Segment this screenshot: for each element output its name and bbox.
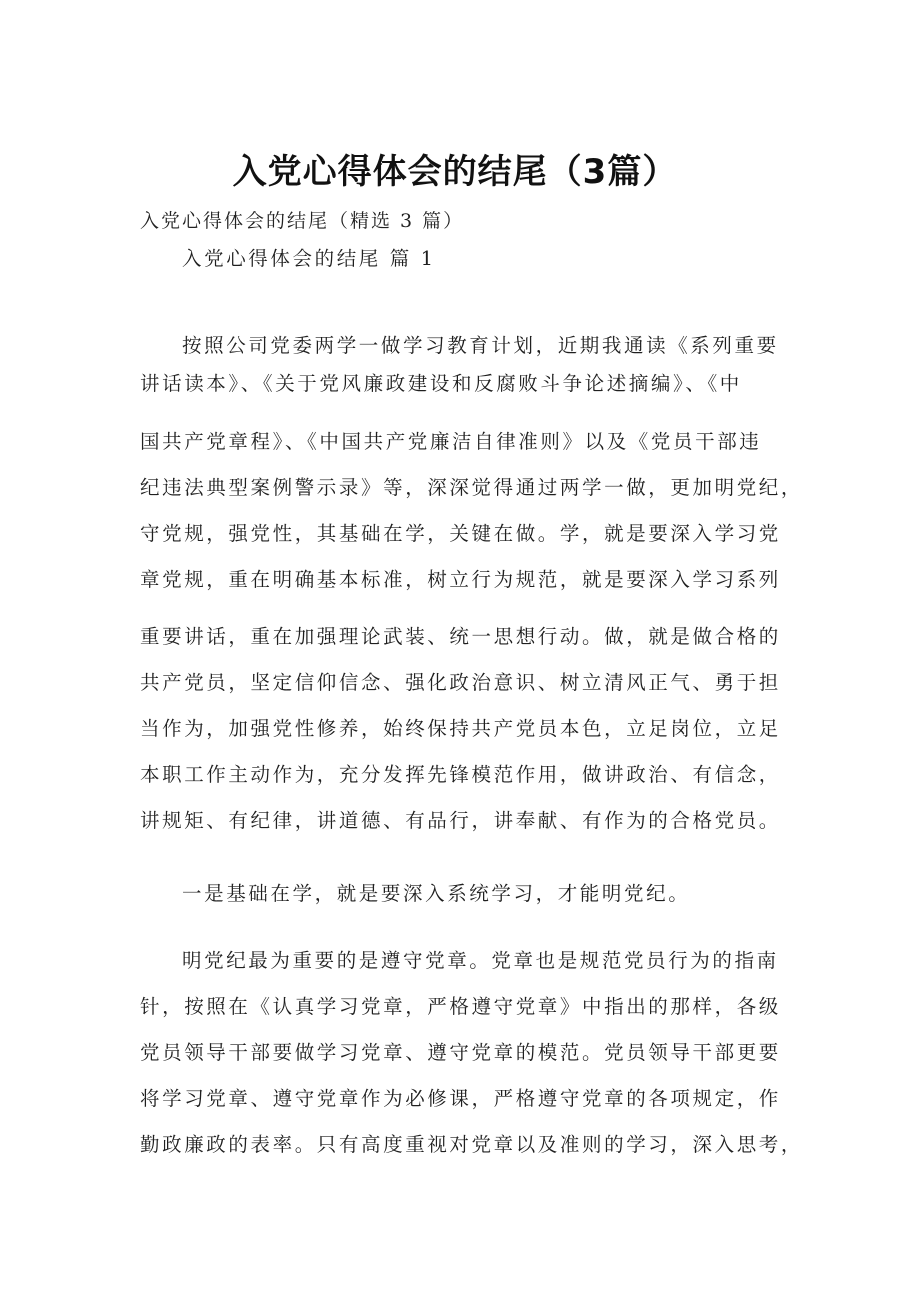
paragraph-1-line-10: 本职工作主动作为，充分发挥先锋模范作用，做讲政治、有信念， — [140, 763, 781, 786]
paragraph-1-line-6: 章党规，重在明确基本标准，树立行为规范，就是要深入学习系列 — [140, 568, 781, 591]
paragraph-1-line-8: 共产党员，坚定信仰信念、强化政治意识、树立清风正气、勇于担 — [140, 671, 781, 694]
paragraph-1-line-2: 讲话读本》、《关于党风廉政建设和反腐败斗争论述摘编》、《中 — [140, 372, 742, 395]
paragraph-1-line-1: 按照公司党委两学一做学习教育计划，近期我通读《系列重要 — [182, 334, 779, 357]
section-heading: 入党心得体会的结尾 篇 1 — [182, 247, 436, 270]
paragraph-1-line-11: 讲规矩、有纪律，讲道德、有品行，讲奉献、有作为的合格党员。 — [140, 809, 781, 832]
paragraph-3-line-4: 将学习党章、遵守党章作为必修课，严格遵守党章的各项规定，作 — [140, 1087, 781, 1110]
paragraph-1-line-9: 当作为，加强党性修养，始终保持共产党员本色，立足岗位，立足 — [140, 717, 781, 740]
paragraph-3-line-5: 勤政廉政的表率。只有高度重视对党章以及准则的学习，深入思考， — [140, 1133, 804, 1156]
paragraph-1-line-4: 纪违法典型案例警示录》等，深深觉得通过两学一做，更加明党纪， — [140, 476, 804, 499]
paragraph-3-line-3: 党员领导干部要做学习党章、遵守党章的模范。党员领导干部更要 — [140, 1041, 781, 1064]
document-subtitle: 入党心得体会的结尾（精选 3 篇） — [140, 210, 465, 232]
paragraph-3-line-1: 明党纪最为重要的是遵守党章。党章也是规范党员行为的指南 — [182, 949, 779, 972]
document-title: 入党心得体会的结尾（3篇） — [232, 152, 678, 192]
paragraph-3-line-2: 针，按照在《认真学习党章，严格遵守党章》中指出的那样，各级 — [140, 995, 781, 1018]
paragraph-1-line-7: 重要讲话，重在加强理论武装、统一思想行动。做，就是做合格的 — [140, 625, 781, 648]
paragraph-1-line-5: 守党规，强党性，其基础在学，关键在做。学，就是要深入学习党 — [140, 522, 781, 545]
paragraph-2-line-1: 一是基础在学，就是要深入系统学习，才能明党纪。 — [182, 882, 691, 905]
paragraph-1-line-3: 国共产党章程》、《中国共产党廉洁自律准则》以及《党员干部违 — [140, 430, 762, 453]
